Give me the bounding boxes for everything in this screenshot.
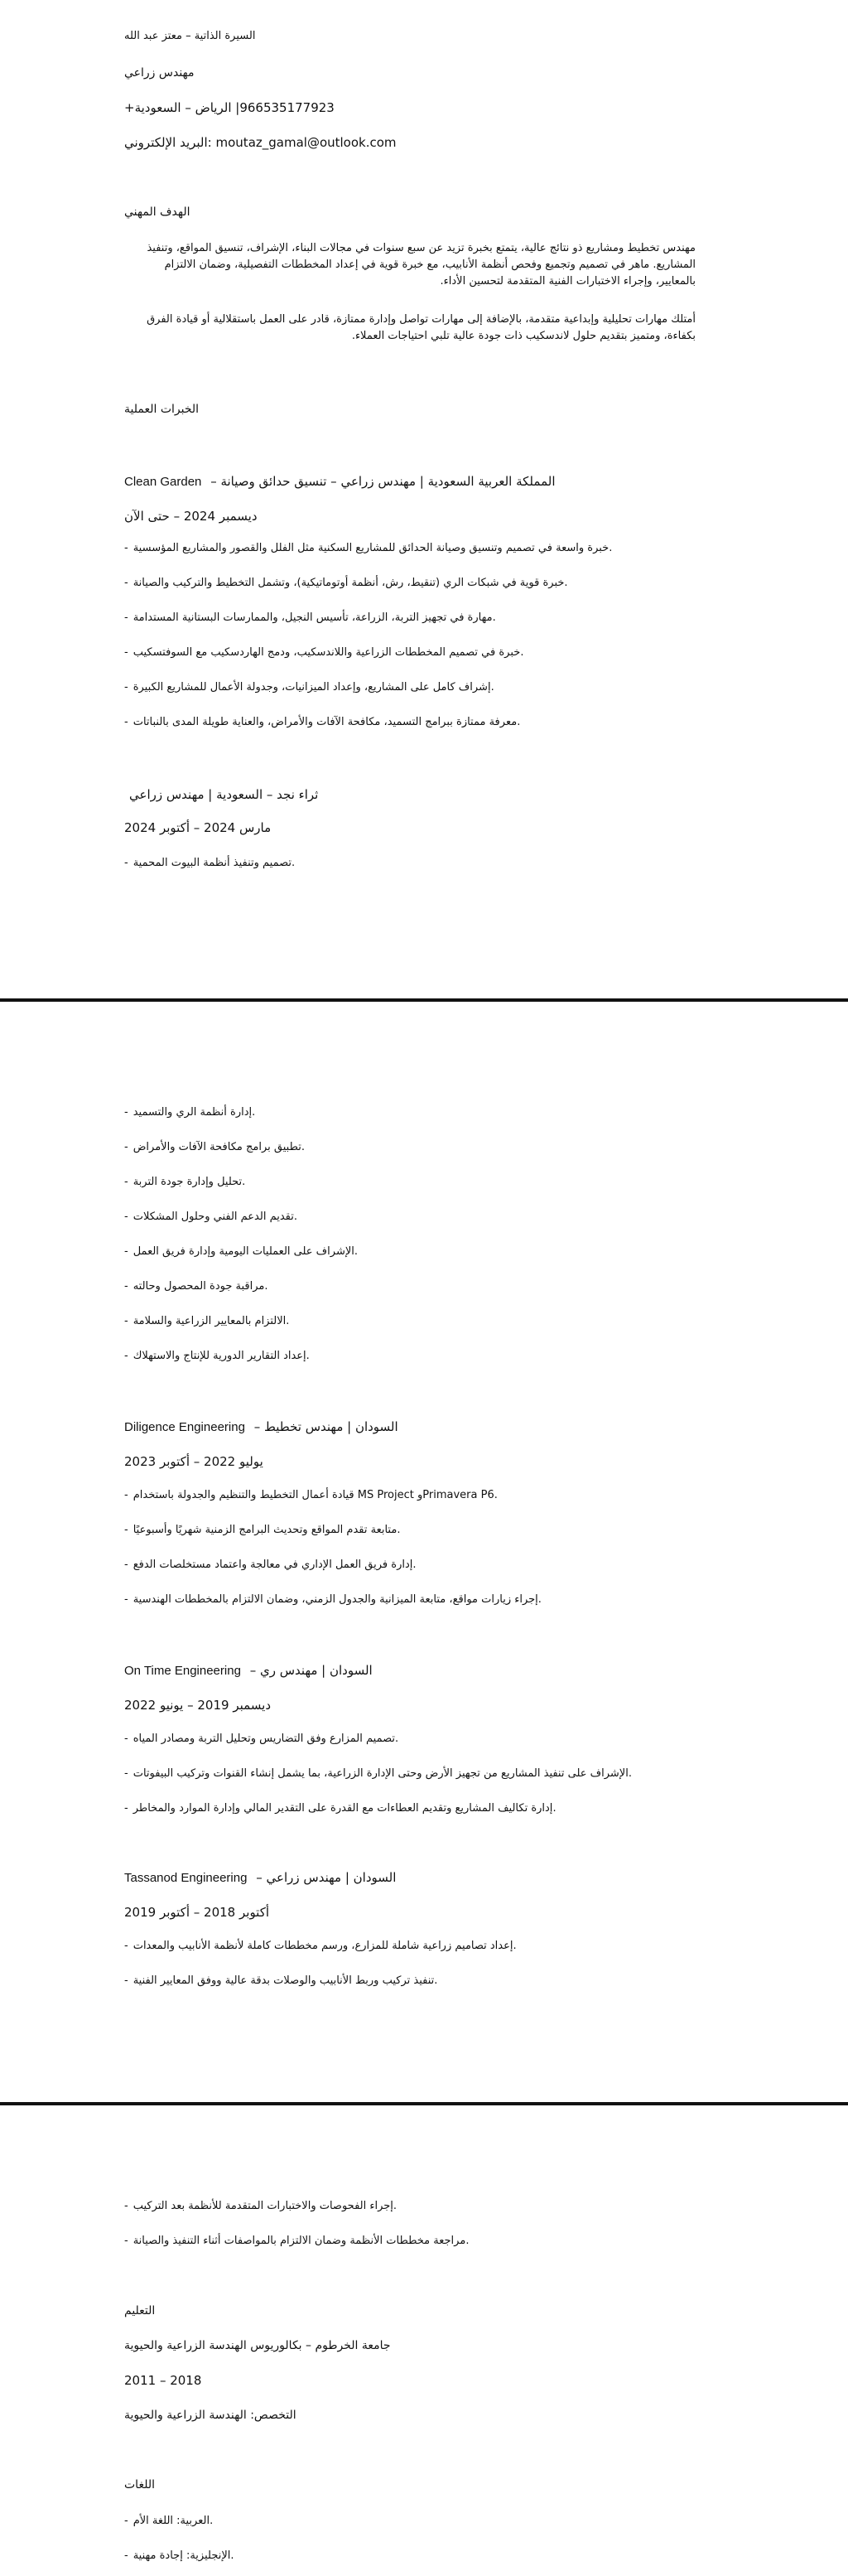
company-line — [124, 1868, 396, 1887]
education-major: التخصص: الهندسة الزراعية والحيوية — [124, 2409, 296, 2422]
list-item: - إجراء الفحوصات والاختبارات المتقدمة للأنظمة بعد التركيب. — [124, 2200, 398, 2212]
company-name: On Time Engineering — [124, 1664, 241, 1678]
list-item: - تحليل وإدارة جودة التربة. — [124, 1176, 246, 1188]
list-item: - مراجعة مخططات الأنظمة وضمان الالتزام بالمواصفات أثناء التنفيذ والصيانة. — [124, 2235, 470, 2247]
company-name: Clean Garden — [124, 475, 202, 489]
company-line — [124, 1418, 398, 1437]
objective-paragraph-2: أمتلك مهارات تحليلية وإبداعية متقدمة، بالإضافة إلى مهارات تواصل وإدارة ممتازة، قادر على العمل باستقلالية أو قيادة الفرق بكفاءة، ومتميز بتقديم حلول لاندسكيب ذات جودة عالية تلبي احتياجات العملاء. — [147, 313, 696, 342]
list-item: - إعداد التقارير الدورية للإنتاج والاستهلاك. — [124, 1350, 310, 1362]
list-item: - العربية: اللغة الأم. — [124, 2515, 214, 2527]
list-item: - الالتزام بالمعايير الزراعية والسلامة. — [124, 1315, 290, 1327]
list-item: - تطبيق برامج مكافحة الآفات والأمراض. — [124, 1141, 305, 1153]
list-item: - الإشراف على تنفيذ المشاريع من تجهيز الأرض وحتى الإدارة الزراعية، بما يشمل إنشاء القنوات وتركيب البيفوتات. — [124, 1767, 632, 1780]
list-item: - الإنجليزية: إجادة مهنية. — [124, 2549, 234, 2562]
company-line — [124, 472, 555, 491]
list-item: - مراقبة جودة المحصول وحالته. — [124, 1280, 268, 1293]
company-title: – السودان | مهندس زراعي — [256, 1870, 397, 1885]
list-item: - تقديم الدعم الفني وحلول المشكلات. — [124, 1211, 298, 1223]
company-line — [124, 785, 318, 804]
education-university: جامعة الخرطوم – بكالوريوس الهندسة الزراعية والحيوية — [124, 2339, 391, 2352]
job-dates: يوليو 2022 – أكتوبر 2023 — [124, 1454, 263, 1469]
list-item: - معرفة ممتازة ببرامج التسميد، مكافحة الآفات والأمراض، والعناية طويلة المدى بالنباتات. — [124, 716, 521, 728]
cv-page-1 — [0, 0, 848, 998]
list-item: - تصميم المزارع وفق التضاريس وتحليل التربة ومصادر المياه. — [124, 1733, 399, 1745]
experience-heading: الخبرات العملية — [124, 403, 200, 416]
education-heading: التعليم — [124, 2304, 156, 2317]
email-link[interactable]: moutaz_gamal@outlook.com — [215, 135, 397, 150]
phone-location: 966535177923| الرياض – السعودية+ — [124, 100, 335, 115]
cv-page-2 — [0, 1002, 848, 2102]
job-dates: ديسمبر 2019 – يونيو 2022 — [124, 1698, 272, 1713]
languages-heading: اللغات — [124, 2478, 155, 2491]
list-item: - إدارة فريق العمل الإداري في معالجة واعتماد مستخلصات الدفع. — [124, 1559, 417, 1571]
cv-page-3 — [0, 2105, 848, 2576]
list-item: - إشراف كامل على المشاريع، وإعداد الميزانيات، وجدولة الأعمال للمشاريع الكبيرة. — [124, 681, 494, 694]
company-line — [124, 1661, 373, 1680]
objective-heading: الهدف المهني — [124, 205, 190, 219]
list-item: - إدارة أنظمة الري والتسميد. — [124, 1106, 256, 1119]
company-title: ثراء نجد – السعودية | مهندس زراعي — [129, 787, 319, 802]
education-years: 2011 – 2018 — [124, 2373, 202, 2388]
list-item: - خبرة في تصميم المخططات الزراعية واللاندسكيب، ودمج الهاردسكيب مع السوفتسكيب. — [124, 646, 524, 659]
list-item: - خبرة قوية في شبكات الري (تنقيط، رش، أنظمة أوتوماتيكية)، وتشمل التخطيط والتركيب والصيانة. — [124, 577, 568, 589]
list-item: - تنفيذ تركيب وربط الأنابيب والوصلات بدقة عالية ووفق المعايير الفنية. — [124, 1974, 438, 1987]
list-item: - تصميم وتنفيذ أنظمة البيوت المحمية. — [124, 857, 296, 869]
email-line — [124, 134, 397, 151]
job-dates: أكتوبر 2018 – أكتوبر 2019 — [124, 1905, 270, 1920]
company-name: Diligence Engineering — [124, 1420, 245, 1434]
list-item: - إدارة تكاليف المشاريع وتقديم العطاءات مع القدرة على التقدير المالي وإدارة الموارد والمخاطر. — [124, 1802, 556, 1815]
company-name: Tassanod Engineering — [124, 1871, 248, 1885]
list-item: - خبرة واسعة في تصميم وتنسيق وصيانة الحدائق للمشاريع السكنية مثل الفلل والقصور والمشاريع المؤسسية. — [124, 542, 613, 554]
list-item: - الإشراف على العمليات اليومية وإدارة فريق العمل. — [124, 1245, 358, 1258]
list-item: - متابعة تقدم المواقع وتحديث البرامج الزمنية شهريًا وأسبوعيًا. — [124, 1524, 401, 1536]
company-title: – السودان | مهندس ري — [249, 1663, 373, 1678]
job-dates: ديسمبر 2024 – حتى الآن — [124, 509, 258, 524]
list-item: - مهارة في تجهيز التربة، الزراعة، تأسيس النجيل، والممارسات البستانية المستدامة. — [124, 611, 496, 624]
document-title: السيرة الذاتية – معتز عبد الله — [124, 30, 256, 42]
job-title: مهندس زراعي — [124, 66, 195, 80]
objective-paragraph-1: مهندس تخطيط ومشاريع ذو نتائج عالية، يتمتع بخبرة تزيد عن سبع سنوات في مجالات البناء، الإشراف، تنسيق المواقع، وتنفيذ المشاريع. ماهر في تصميم وتجميع وفحص أنظمة الأنابيب، مع خبرة قوية في إعداد المخططات التفصيلية، وضمان الالتزام بالمعايير، وإجراء الاختبارات الفنية المتقدمة لتحسين الأداء. — [147, 242, 696, 288]
company-title: – السودان | مهندس تخطيط — [253, 1419, 398, 1434]
list-item: - إجراء زيارات مواقع، متابعة الميزانية والجدول الزمني، وضمان الالتزام بالمخططات الهندسية. — [124, 1593, 542, 1606]
email-label: البريد الإلكتروني: — [124, 135, 212, 150]
list-item: - قيادة أعمال التخطيط والتنظيم والجدولة باستخدام MS Project وPrimavera P6. — [124, 1489, 498, 1501]
job-dates: مارس 2024 – أكتوبر 2024 — [124, 820, 272, 835]
company-title: – المملكة العربية السعودية | مهندس زراعي – تنسيق حدائق وصيانة — [210, 474, 556, 489]
list-item: - إعداد تصاميم زراعية شاملة للمزارع، ورسم مخططات كاملة لأنظمة الأنابيب والمعدات. — [124, 1940, 517, 1952]
